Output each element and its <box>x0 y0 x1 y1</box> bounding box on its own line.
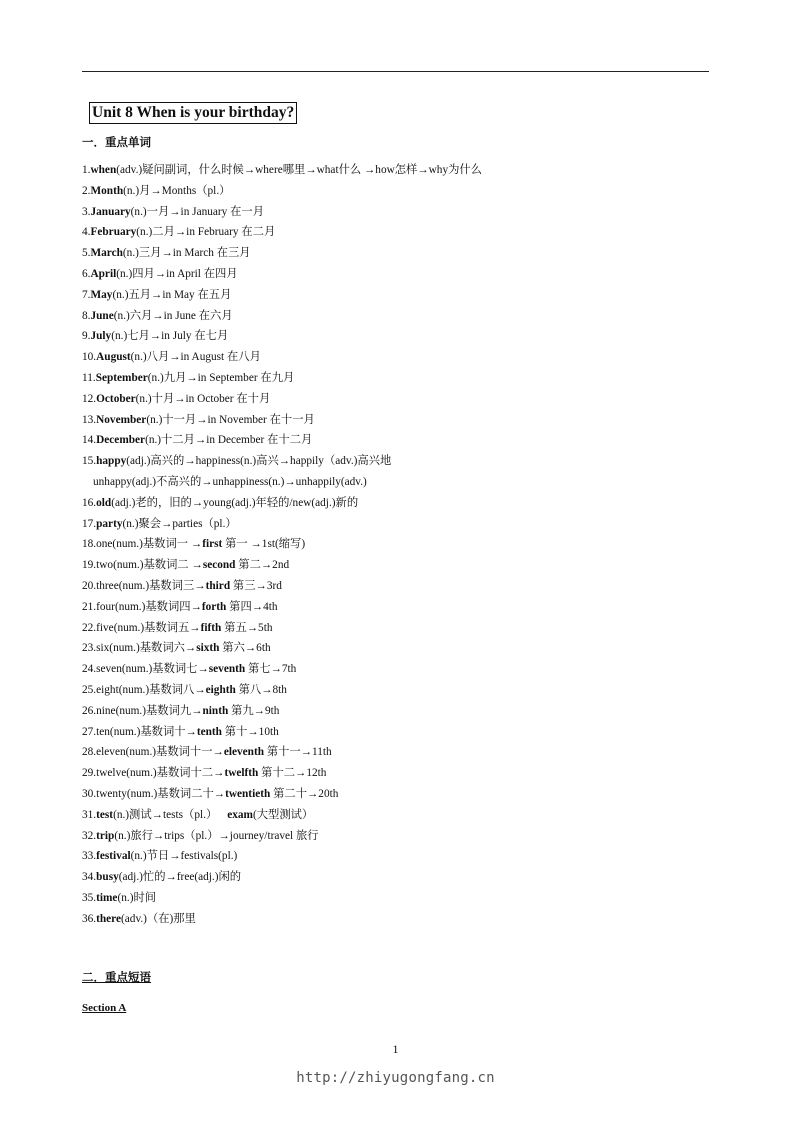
vocab-prefix: three(num.)基数词三→ <box>96 579 206 592</box>
vocab-definition: (n.)二月→in February 在二月 <box>136 226 276 239</box>
vocab-number: 25. <box>82 683 97 696</box>
vocab-definition: 第二→2nd <box>235 559 290 572</box>
vocab-item <box>82 410 702 431</box>
vocab-definition: (adv.)（在)那里 <box>121 912 196 925</box>
vocab-number: 36. <box>82 912 97 925</box>
vocab-keyword: April <box>90 267 117 280</box>
vocab-number: 26. <box>82 704 97 717</box>
vocab-item <box>82 514 702 535</box>
vocab-number: 11. <box>82 371 96 384</box>
vocab-prefix: twelve(num.)基数词十二→ <box>96 767 225 780</box>
vocab-item <box>82 202 702 223</box>
vocab-keyword: busy <box>96 871 119 884</box>
vocab-item <box>82 389 702 410</box>
vocab-item <box>82 826 702 847</box>
vocab-keyword: sixth <box>196 642 220 655</box>
vocab-number: 28. <box>82 746 97 759</box>
vocab-item <box>82 701 702 722</box>
vocab-prefix: one(num.)基数词一 → <box>96 538 203 551</box>
vocab-definition: (n.)节日→festivals(pl.) <box>130 850 238 863</box>
vocab-keyword: December <box>96 434 146 447</box>
vocab-keyword: tenth <box>196 725 222 738</box>
vocab-number: 18. <box>82 538 97 551</box>
vocab-number: 14. <box>82 434 97 447</box>
unit-title: Unit 8 When is your birthday? <box>89 102 297 124</box>
vocab-item <box>82 534 702 555</box>
vocab-definition: 第二十→20th <box>270 787 339 800</box>
vocab-number: 19. <box>82 559 97 572</box>
vocab-definition: (n.)四月→in April 在四月 <box>116 267 238 280</box>
vocab-item <box>82 805 702 826</box>
vocab-definition: 第五→5th <box>221 621 273 634</box>
vocab-item <box>82 430 702 451</box>
vocab-keyword: exam <box>227 808 253 821</box>
vocab-definition: (n.)测试→tests（pl.） <box>113 808 218 821</box>
vocab-keyword: May <box>90 288 113 301</box>
vocab-number: 20. <box>82 579 97 592</box>
vocab-keyword: eleventh <box>223 746 264 759</box>
vocab-item <box>82 306 702 327</box>
vocab-keyword: July <box>90 330 112 343</box>
vocab-definition: (n.)聚会→parties（pl.） <box>122 517 237 530</box>
vocab-definition: 第九→9th <box>228 704 280 717</box>
vocab-keyword: September <box>95 371 148 384</box>
vocab-number: 6. <box>82 267 91 280</box>
vocab-item <box>82 368 702 389</box>
vocab-keyword: twelfth <box>224 767 259 780</box>
vocab-keyword: festival <box>96 850 131 863</box>
vocab-prefix: nine(num.)基数词九→ <box>96 704 203 717</box>
vocab-keyword: February <box>90 226 137 239</box>
section-a-heading: Section A <box>82 1002 127 1014</box>
vocab-keyword: twentieth <box>225 787 271 800</box>
vocab-definition: (n.)九月→in September 在九月 <box>147 371 295 384</box>
vocab-prefix: six(num.)基数词六→ <box>96 642 197 655</box>
vocab-keyword: when <box>90 164 117 176</box>
vocab-item <box>82 722 702 743</box>
vocab-definition: (n.)七月→in July 在七月 <box>111 330 229 343</box>
vocab-item <box>82 264 702 285</box>
vocab-definition: (adj.)老的，旧的→young(adj.)年轻的/new(adj.)新的 <box>111 496 359 509</box>
vocab-item <box>82 909 702 930</box>
vocab-prefix: four(num.)基数词四→ <box>96 600 202 613</box>
vocab-item <box>82 763 702 784</box>
vocab-item <box>82 181 702 202</box>
vocab-item <box>82 222 702 243</box>
vocab-keyword: forth <box>201 600 227 613</box>
vocab-prefix: eleven(num.)基数词十一→ <box>96 746 224 759</box>
vocab-number: 13. <box>82 413 97 426</box>
vocab-number: 34. <box>82 871 97 884</box>
vocab-keyword: fifth <box>200 621 222 634</box>
vocab-definition: 第六→6th <box>219 642 271 655</box>
vocab-keyword: first <box>202 538 223 551</box>
vocab-item <box>82 326 702 347</box>
vocab-definition: (n.)八月→in August 在八月 <box>130 351 261 364</box>
vocab-item <box>82 867 702 888</box>
vocab-number: 35. <box>82 891 97 904</box>
vocab-keyword: November <box>96 413 147 426</box>
vocab-number: 16. <box>82 496 97 509</box>
vocab-number: 27. <box>82 725 97 738</box>
vocab-definition: (n.)六月→in June 在六月 <box>113 309 233 322</box>
vocab-definition: (adj.)高兴的→happiness(n.)高兴→happily（adv.)高兴地 <box>126 455 392 468</box>
vocab-item <box>82 638 702 659</box>
vocab-keyword: third <box>205 579 231 592</box>
vocab-item <box>82 472 702 493</box>
vocab-item <box>82 659 702 680</box>
vocab-number: 33. <box>82 850 97 863</box>
vocab-definition: 第八→8th <box>235 683 287 696</box>
vocab-keyword: ninth <box>202 704 229 717</box>
vocab-number: 3. <box>82 205 91 218</box>
vocab-prefix: eight(num.)基数词八→ <box>96 683 206 696</box>
vocab-keyword: January <box>90 205 131 218</box>
vocab-definition: unhappy(adj.)不高兴的→unhappiness(n.)→unhappily(adv.) <box>93 475 367 488</box>
vocabulary-list <box>82 160 702 929</box>
section-heading-key-words: 一．重点单词 <box>82 137 151 149</box>
vocab-number: 15. <box>82 455 97 468</box>
vocab-prefix: five(num.)基数词五→ <box>96 621 201 634</box>
vocab-keyword: seventh <box>208 663 246 676</box>
vocab-item <box>82 597 702 618</box>
vocab-number: 31. <box>82 808 97 821</box>
vocab-definition: (adv.)疑问副词，什么时候→where哪里→what什么 →how怎样→why为什么 <box>116 164 482 176</box>
vocab-prefix: two(num.)基数词二 → <box>96 559 203 572</box>
vocab-definition: 第三→3rd <box>230 579 282 592</box>
vocab-number: 5. <box>82 247 91 260</box>
vocab-item <box>82 160 702 181</box>
vocab-definition: 第十一→11th <box>264 746 332 759</box>
vocab-keyword: test <box>96 808 114 821</box>
vocab-definition: (大型测试） <box>252 808 314 821</box>
vocab-definition: 第十→10th <box>221 725 279 738</box>
vocab-definition: (n.)五月→in May 在五月 <box>112 288 232 301</box>
vocab-keyword: happy <box>96 455 127 468</box>
vocab-prefix: twenty(num.)基数词二十→ <box>96 787 226 800</box>
vocab-prefix: ten(num.)基数词十→ <box>96 725 197 738</box>
vocab-keyword: June <box>90 309 114 322</box>
vocab-keyword: old <box>96 496 112 509</box>
vocab-keyword: there <box>96 912 122 925</box>
vocab-prefix: seven(num.)基数词七→ <box>96 663 209 676</box>
vocab-item <box>82 888 702 909</box>
vocab-number: 32. <box>82 829 97 842</box>
vocab-keyword: Month <box>90 184 124 197</box>
site-url-watermark: http://zhiyugongfang.cn <box>296 1070 495 1086</box>
vocab-keyword: August <box>96 351 131 364</box>
vocab-definition: (n.)十二月→in December 在十二月 <box>145 434 313 447</box>
vocab-keyword: eighth <box>205 683 236 696</box>
vocab-item <box>82 493 702 514</box>
vocab-item <box>82 555 702 576</box>
vocab-item <box>82 846 702 867</box>
vocab-number: 1. <box>82 164 91 176</box>
vocab-number: 10. <box>82 351 97 364</box>
vocab-number: 21. <box>82 600 97 613</box>
vocab-item <box>82 742 702 763</box>
vocab-number: 7. <box>82 288 91 301</box>
vocab-number: 23. <box>82 642 97 655</box>
vocab-number: 30. <box>82 787 97 800</box>
vocab-definition: 第四→4th <box>226 600 278 613</box>
page-number: 1 <box>392 1042 399 1056</box>
vocab-keyword: March <box>90 247 123 260</box>
section-heading-key-phrases: 二．重点短语 <box>82 972 151 984</box>
vocab-definition: (n.)旅行→trips（pl.）→journey/travel 旅行 <box>114 829 319 842</box>
vocab-number: 8. <box>82 309 91 322</box>
vocab-definition: 第十二→12th <box>258 767 327 780</box>
vocab-definition: 第一 →1st(缩写) <box>222 538 306 551</box>
vocab-keyword: second <box>202 559 236 572</box>
vocab-number: 9. <box>82 330 91 343</box>
vocab-number: 22. <box>82 621 97 634</box>
vocab-keyword: time <box>96 891 118 904</box>
vocab-keyword: October <box>96 392 136 405</box>
vocab-item <box>82 451 702 472</box>
vocab-item <box>82 680 702 701</box>
header-rule <box>82 71 709 72</box>
vocab-number: 2. <box>82 184 91 197</box>
vocab-definition: (n.)三月→in March 在三月 <box>122 247 251 260</box>
vocab-number: 17. <box>82 517 97 530</box>
vocab-definition: 第七→7th <box>245 663 297 676</box>
vocab-item <box>82 347 702 368</box>
vocab-number: 12. <box>82 392 97 405</box>
vocab-definition: (adj.)忙的→free(adj.)闲的 <box>118 871 242 884</box>
vocab-definition: (n.)时间 <box>117 891 157 904</box>
vocab-definition: (n.)十一月→in November 在十一月 <box>146 413 315 426</box>
vocab-keyword: party <box>96 517 123 530</box>
vocab-item <box>82 243 702 264</box>
vocab-item <box>82 784 702 805</box>
vocab-item <box>82 618 702 639</box>
vocab-item <box>82 285 702 306</box>
vocab-definition: (n.)月→Months（pl.） <box>123 184 231 197</box>
vocab-item <box>82 576 702 597</box>
vocab-number: 4. <box>82 226 91 239</box>
vocab-keyword: trip <box>96 829 115 842</box>
vocab-number: 29. <box>82 767 97 780</box>
vocab-definition: (n.)十月→in October 在十月 <box>135 392 271 405</box>
vocab-number: 24. <box>82 663 97 676</box>
vocab-definition: (n.)一月→in January 在一月 <box>130 205 265 218</box>
